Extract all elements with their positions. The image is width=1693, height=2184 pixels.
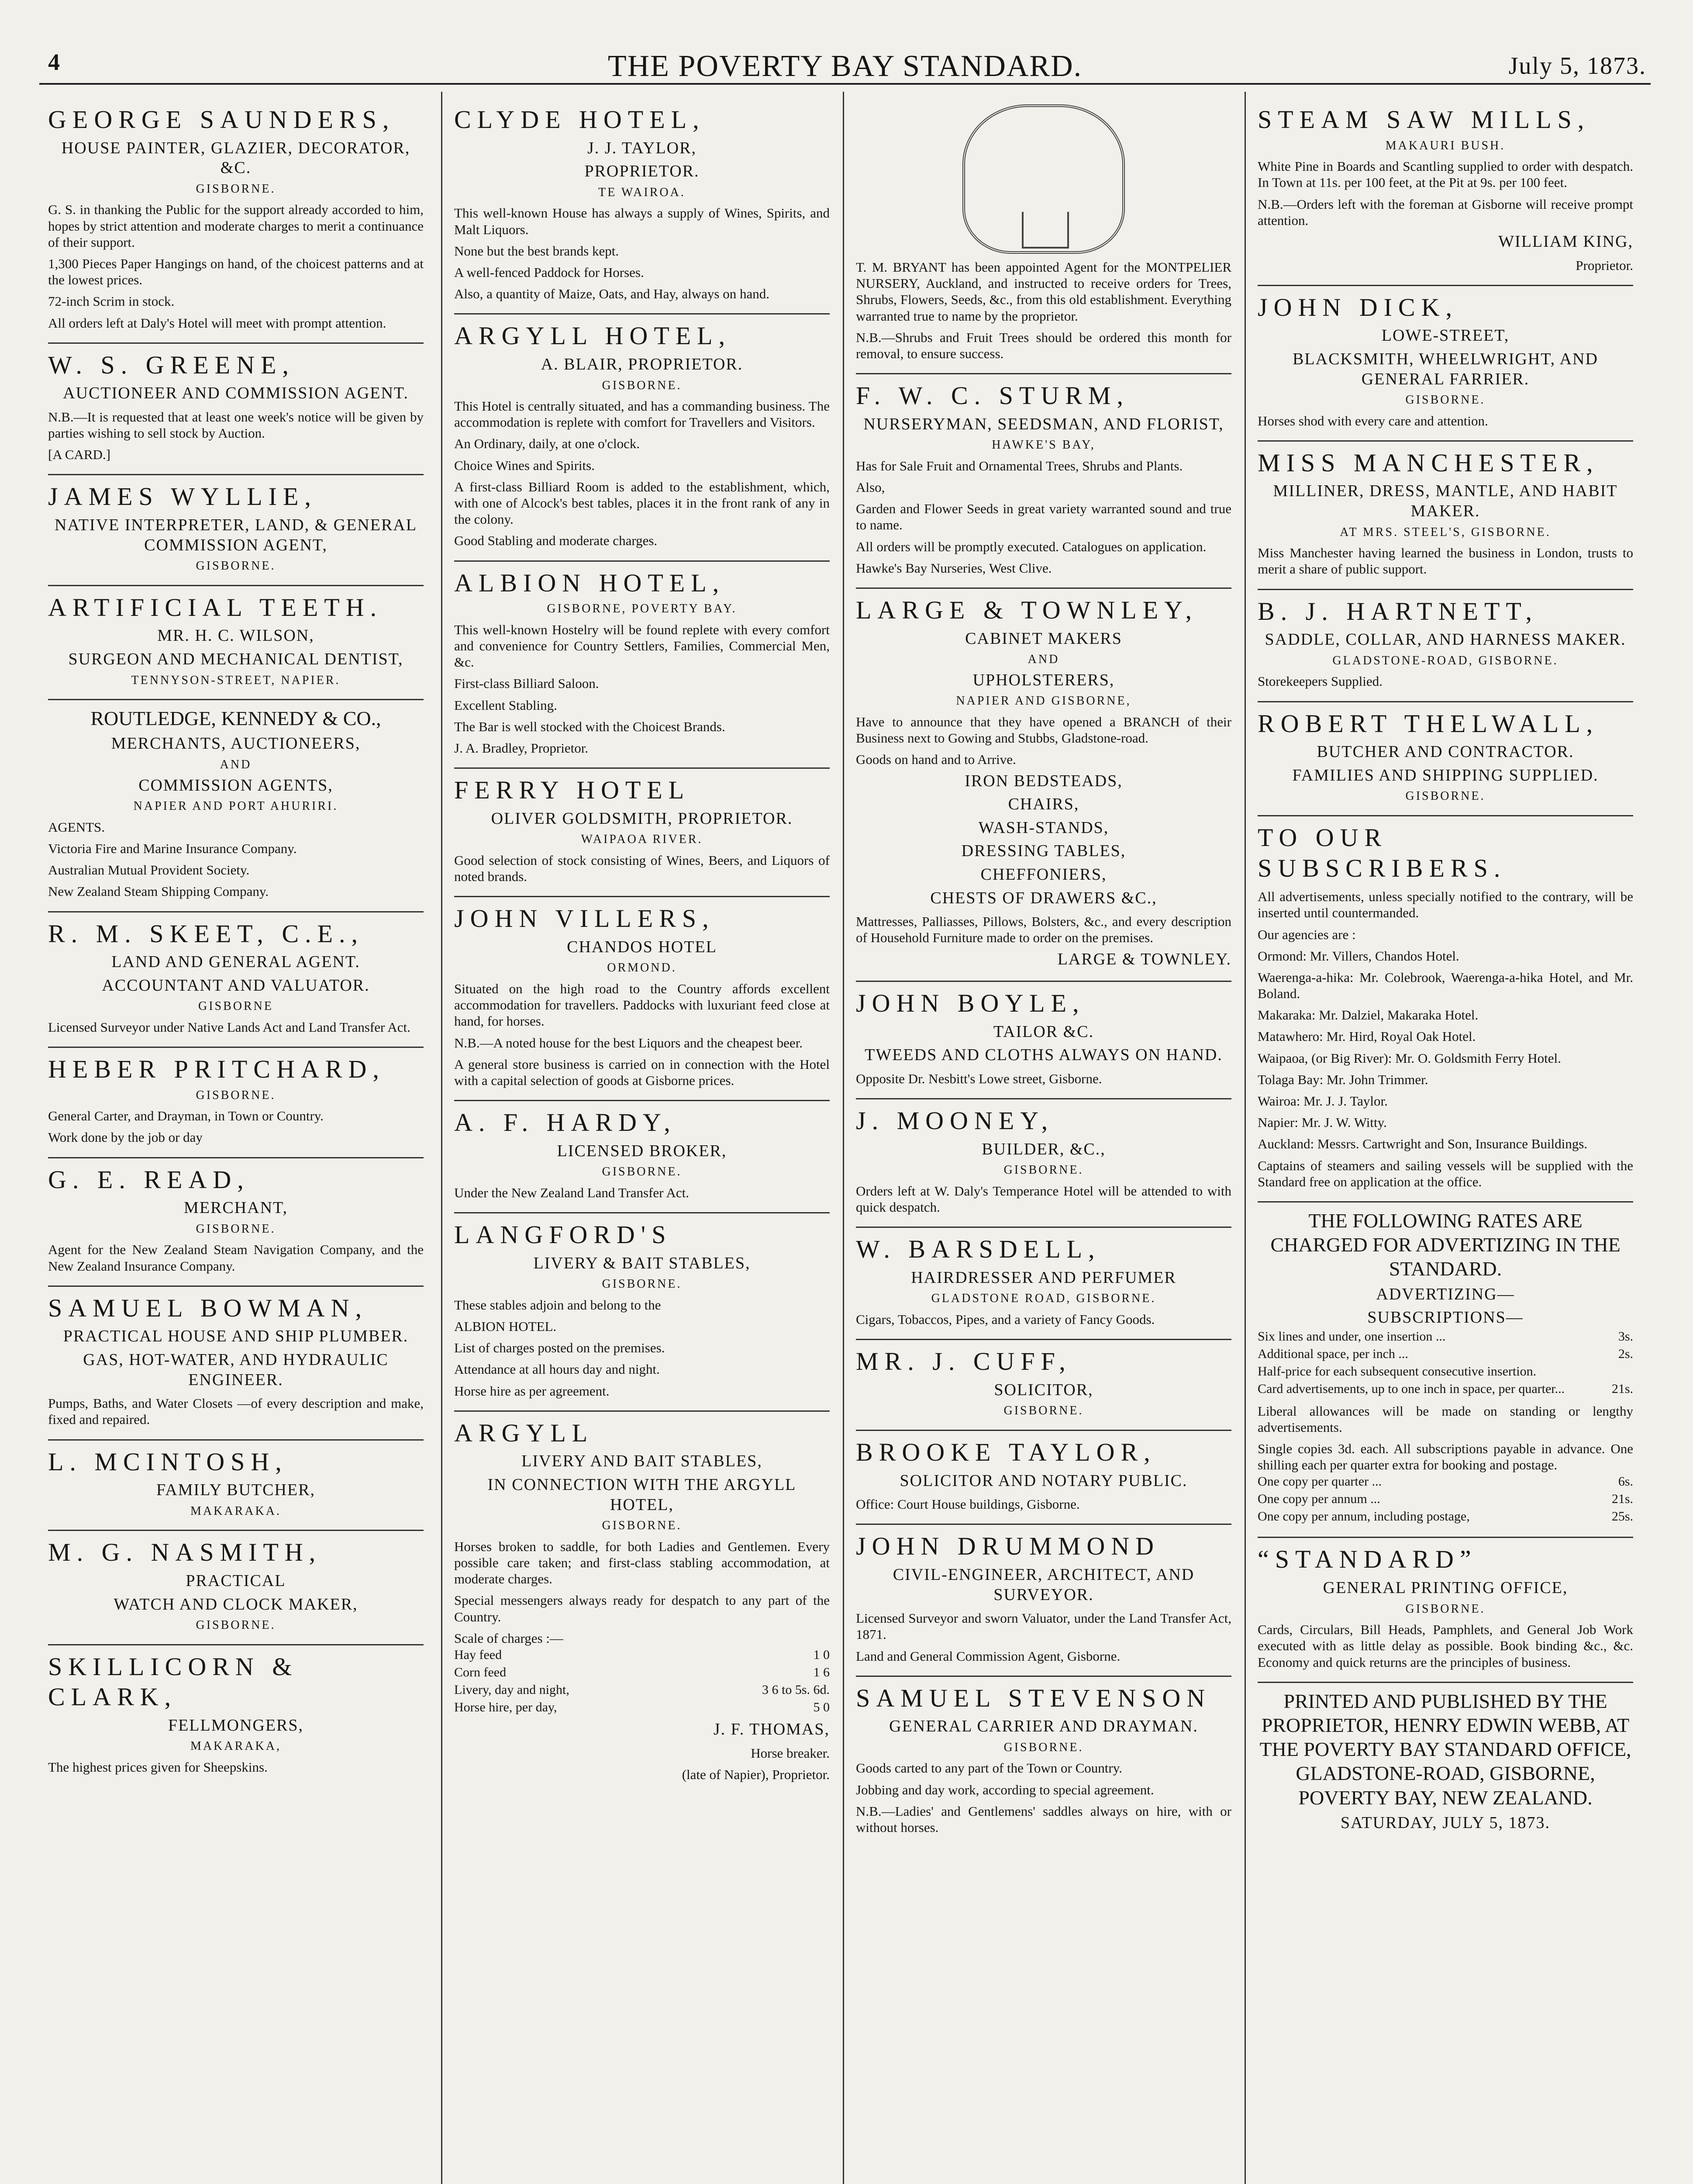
- ad-text: N.B.—It is requested that at least one week's notice will be given by parties wishing to sell stock by Auction.: [48, 409, 424, 441]
- ad-subheading: SOLICITOR,: [994, 1380, 1093, 1399]
- advertisement: [1258, 590, 1633, 702]
- ad-text: Goods carted to any part of the Town or Country.: [856, 1760, 1122, 1776]
- subscription-value: 6s.: [1618, 1474, 1633, 1489]
- ad-text: Also, a quantity of Maize, Oats, and Hay, always on hand.: [454, 286, 770, 302]
- ad-text: The Bar is well stocked with the Choicest Brands.: [454, 719, 725, 734]
- ad-text: A general store business is carried on in connection with the Hotel with a capital selection of goods at Gisborne prices.: [454, 1056, 830, 1088]
- ad-text: Goods on hand and to Arrive.: [856, 752, 1016, 767]
- ad-text: Cards, Circulars, Bill Heads, Pamphlets, and General Job Work executed with as little delay as possible. Book binding &c., &c. Economy and quick returns are the principles of business.: [1258, 1622, 1633, 1670]
- ad-subheading: ACCOUNTANT AND VALUATOR.: [102, 976, 370, 995]
- ad-text: None but the best brands kept.: [454, 243, 619, 259]
- ad-text: Makaraka: Mr. Dalziel, Makaraka Hotel.: [1258, 1007, 1479, 1023]
- ad-subheading: MILLINER, DRESS, MANTLE, AND HABIT MAKER.: [1273, 482, 1618, 521]
- ad-list-item: DRESSING TABLES,: [961, 842, 1126, 860]
- ad-conjunction: AND: [220, 757, 252, 771]
- advertisement: [48, 475, 424, 586]
- ad-location: GLADSTONE-ROAD, GISBORNE.: [1332, 653, 1559, 667]
- subscriptions-table: [1258, 1473, 1633, 1525]
- ad-subheading: CIVIL-ENGINEER, ARCHITECT, AND SURVEYOR.: [893, 1565, 1195, 1604]
- advertisement: [48, 344, 424, 476]
- advertisement: [856, 1431, 1231, 1525]
- ad-text: New Zealand Steam Shipping Company.: [48, 884, 269, 899]
- ad-location: GISBORNE.: [1003, 1404, 1084, 1418]
- charges-title: Scale of charges :—: [454, 1630, 563, 1646]
- ad-text: List of charges posted on the premises.: [454, 1340, 665, 1356]
- ad-subheading: FELLMONGERS,: [168, 1716, 304, 1735]
- ad-text: This Hotel is centrally situated, and has a commanding business. The accommodation is replete with comfort for Travellers and Visitors.: [454, 398, 830, 430]
- ad-subheading: GENERAL PRINTING OFFICE,: [1323, 1579, 1568, 1597]
- ad-text: Miss Manchester having learned the business in London, trusts to merit a share of public support.: [1258, 545, 1633, 577]
- ad-heading: ROBERT THELWALL,: [1258, 709, 1599, 738]
- advertisement: [454, 1213, 830, 1412]
- charges-table: [454, 1646, 830, 1716]
- ad-text: Napier: Mr. J. W. Witty.: [1258, 1115, 1387, 1130]
- ad-text: G. S. in thanking the Public for the support already accorded to him, hopes by strict attention and moderate charges to merit a continuance of their support.: [48, 202, 424, 250]
- ad-location: GISBORNE.: [1003, 1163, 1084, 1177]
- ad-heading: BROOKE TAYLOR,: [856, 1438, 1156, 1466]
- ad-text: N.B.—Ladies' and Gentlemens' saddles always on hire, with or without horses.: [856, 1803, 1231, 1835]
- ad-text: The highest prices given for Sheepskins.: [48, 1759, 268, 1775]
- ad-subheading: MERCHANT,: [184, 1199, 288, 1217]
- ad-text: Tolaga Bay: Mr. John Trimmer.: [1258, 1071, 1428, 1087]
- ad-subheading: LICENSED BROKER,: [557, 1141, 727, 1160]
- ad-subheading: BLACKSMITH, WHEELWRIGHT, AND GENERAL FARRIER.: [1293, 349, 1598, 388]
- ad-heading: G. E. READ,: [48, 1165, 250, 1194]
- ad-heading: TO OUR SUBSCRIBERS.: [1258, 823, 1507, 882]
- advertisement: [454, 1412, 830, 1794]
- ad-text: Choice Wines and Spirits.: [454, 457, 595, 473]
- ad-text: N.B.—A noted house for the best Liquors and the cheapest beer.: [454, 1035, 803, 1051]
- ad-heading: J. MOONEY,: [856, 1106, 1054, 1135]
- ad-text: White Pine in Boards and Scantling supplied to order with despatch. In Town at 11s. per 100 feet, at the Pit at 9s. per 100 feet.: [1258, 159, 1633, 190]
- ad-location: HAWKE'S BAY,: [992, 438, 1096, 452]
- ad-text: Situated on the high road to the Country affords excellent accommodation for travellers. Paddocks with luxuriant feed close at hand, for horses.: [454, 981, 830, 1029]
- ad-location: GLADSTONE ROAD, GISBORNE.: [931, 1292, 1156, 1306]
- ad-location: GISBORNE.: [196, 1618, 276, 1632]
- ad-list-item: CHAIRS,: [1008, 795, 1079, 814]
- charge-value: 1 6: [813, 1665, 830, 1679]
- ad-text: Agent for the New Zealand Steam Navigation Company, and the New Zealand Insurance Company.: [48, 1242, 424, 1274]
- ad-heading: ARTIFICIAL TEETH.: [48, 593, 383, 622]
- column-rule: [441, 92, 442, 2184]
- advertisement: [48, 98, 424, 344]
- ad-heading: FERRY HOTEL: [454, 776, 690, 805]
- advertisement: [48, 1531, 424, 1645]
- ad-location: GISBORNE.: [1405, 1602, 1486, 1616]
- ad-text: Special messengers always ready for despatch to any part of the Country.: [454, 1593, 830, 1624]
- advertisement: [856, 1525, 1231, 1676]
- ad-subheading: OLIVER GOLDSMITH, PROPRIETOR.: [491, 809, 793, 828]
- ad-text: Horse hire as per agreement.: [454, 1383, 610, 1399]
- ad-subheading: LIVERY & BAIT STABLES,: [533, 1254, 751, 1272]
- ad-heading: THE FOLLOWING RATES ARE CHARGED FOR ADVERTIZING IN THE STANDARD.: [1270, 1209, 1621, 1280]
- ad-heading: W. S. GREENE,: [48, 350, 295, 379]
- ad-heading: F. W. C. STURM,: [856, 381, 1129, 410]
- ad-location: WAIPAOA RIVER.: [581, 833, 703, 847]
- ad-text: 1,300 Pieces Paper Hangings on hand, of the choicest patterns and at the lowest prices.: [48, 256, 424, 288]
- charges-row: [454, 1664, 830, 1681]
- charge-value: 5 0: [813, 1700, 830, 1714]
- charge-value: 3 6 to 5s. 6d.: [762, 1682, 830, 1697]
- ad-text: Licensed Surveyor under Native Lands Act and Land Transfer Act.: [48, 1019, 410, 1035]
- ad-text: T. M. BRYANT has been appointed Agent for the MONTPELIER NURSERY, Auckland, and instructed to receive orders for Trees, Shrubs, Flowers, Seeds, &c., from this old establishment. Everything warranted true to name by the proprietor.: [856, 259, 1231, 324]
- ad-subheading: BUTCHER AND CONTRACTOR.: [1317, 743, 1574, 761]
- ad-heading: LANGFORD'S: [454, 1220, 672, 1249]
- ad-subheading: GAS, HOT-WATER, AND HYDRAULIC ENGINEER.: [83, 1350, 389, 1389]
- ad-text: Mattresses, Palliasses, Pillows, Bolsters, &c., and every description of Household Furniture made to order on the premises.: [856, 914, 1231, 946]
- advertisement: [1258, 702, 1633, 816]
- subscription-label: One copy per quarter ...: [1258, 1474, 1382, 1489]
- ad-heading: GEORGE SAUNDERS,: [48, 105, 395, 134]
- advertisement: [1258, 1538, 1633, 1683]
- ad-text: Single copies 3d. each. All subscriptions payable in advance. One shilling each per quarter extra for booking and postage.: [1258, 1441, 1633, 1473]
- ad-subheading: UPHOLSTERERS,: [972, 670, 1115, 689]
- ad-subheading: LOWE-STREET,: [1381, 326, 1510, 345]
- advertisement: [856, 1340, 1231, 1431]
- ad-subheading: SUBSCRIPTIONS—: [1367, 1308, 1524, 1327]
- advertisement: [48, 1048, 424, 1158]
- ad-heading: M. G. NASMITH,: [48, 1538, 322, 1567]
- ad-location: GISBORNE, POVERTY BAY.: [547, 602, 737, 616]
- ad-text: Auckland: Messrs. Cartwright and Son, Insurance Buildings.: [1258, 1136, 1588, 1152]
- rates-table: [1258, 1328, 1633, 1398]
- ad-location: TENNYSON-STREET, NAPIER.: [131, 673, 341, 687]
- subscriptions-row: [1258, 1473, 1633, 1490]
- ad-subheading: AUCTIONEER AND COMMISSION AGENT.: [63, 384, 409, 403]
- ad-heading: PRINTED AND PUBLISHED BY THE PROPRIETOR, HENRY EDWIN WEBB, AT THE POVERTY BAY STANDARD OFFICE, GLADSTONE-ROAD, GISBORNE, POVERTY BAY, NEW ZEALAND.: [1259, 1690, 1631, 1809]
- ad-text: Attendance at all hours day and night.: [454, 1362, 660, 1377]
- ad-text: Good Stabling and moderate charges.: [454, 533, 658, 549]
- advertisement: [856, 1677, 1231, 1847]
- newspaper-title: THE POVERTY BAY STANDARD.: [607, 49, 1083, 83]
- ad-heading: JOHN DRUMMOND: [856, 1532, 1160, 1561]
- ad-heading: B. J. HARTNETT,: [1258, 597, 1538, 625]
- advertisement: [1258, 286, 1633, 442]
- advertisement: [48, 586, 424, 700]
- ad-text: Work done by the job or day: [48, 1130, 203, 1145]
- ad-subheading: FAMILY BUTCHER,: [156, 1481, 315, 1500]
- advertisement: [856, 1228, 1231, 1340]
- advertisement: [454, 1101, 830, 1213]
- subscription-value: 21s.: [1611, 1492, 1633, 1507]
- ad-text: Under the New Zealand Land Transfer Act.: [454, 1185, 690, 1200]
- ad-heading: STEAM SAW MILLS,: [1258, 105, 1590, 134]
- subscription-label: One copy per annum ...: [1258, 1492, 1380, 1507]
- ad-text: Land and General Commission Agent, Gisborne.: [856, 1648, 1121, 1664]
- advertisement: [454, 769, 830, 897]
- ad-text: ALBION HOTEL.: [454, 1319, 557, 1334]
- ad-text: An Ordinary, daily, at one o'clock.: [454, 436, 640, 452]
- charge-value: 1 0: [813, 1647, 830, 1662]
- advertisement: [48, 1287, 424, 1441]
- ad-location: TE WAIROA.: [598, 185, 686, 199]
- advertisement: [48, 1645, 424, 1787]
- ad-text: Also,: [856, 480, 885, 495]
- ad-list-item: IRON BEDSTEADS,: [965, 771, 1123, 790]
- ad-text: 72-inch Scrim in stock.: [48, 294, 175, 309]
- ad-subheading: LAND AND GENERAL AGENT.: [111, 953, 360, 971]
- rates-row: [1258, 1345, 1633, 1363]
- ad-heading: JOHN BOYLE,: [856, 989, 1085, 1018]
- ad-heading: SAMUEL BOWMAN,: [48, 1293, 368, 1322]
- ad-text: Matawhero: Mr. Hird, Royal Oak Hotel.: [1258, 1029, 1476, 1044]
- rates-row: [1258, 1363, 1633, 1380]
- ad-text: A first-class Billiard Room is added to the establishment, which, with one of Alcock's best tables, places it in the front rank of any in the colony.: [454, 479, 830, 527]
- column-4: [1258, 98, 1633, 2184]
- ad-text: N.B.—Shrubs and Fruit Trees should be ordered this month for removal, to ensure success.: [856, 329, 1231, 361]
- ad-subheading: GENERAL CARRIER AND DRAYMAN.: [889, 1717, 1198, 1736]
- advertisement: [48, 912, 424, 1048]
- urn-ornament-icon: [962, 104, 1125, 254]
- ad-location: GISBORNE.: [1405, 393, 1486, 407]
- ad-signature-title: Horse breaker.: [751, 1745, 830, 1761]
- ad-location: ORMOND.: [607, 961, 677, 975]
- column-rule: [843, 92, 844, 2184]
- ad-text: Licensed Surveyor and sworn Valuator, under the Land Transfer Act, 1871.: [856, 1610, 1231, 1642]
- charge-label: Livery, day and night,: [454, 1682, 569, 1697]
- charges-row: [454, 1699, 830, 1716]
- ad-heading: ALBION HOTEL,: [454, 568, 725, 597]
- ad-subheading: NURSERYMAN, SEEDSMAN, AND FLORIST,: [863, 415, 1224, 433]
- rate-value: 21s.: [1611, 1381, 1633, 1396]
- ad-text: This well-known Hostelry will be found replete with every comfort and convenience for Country Settlers, Families, Commercial Men, &c.: [454, 622, 830, 670]
- ad-text: Horses broken to saddle, for both Ladies and Gentlemen. Every possible care taken; and first-class stabling accommodation, at moderate charges.: [454, 1538, 830, 1587]
- ad-text: Ormond: Mr. Villers, Chandos Hotel.: [1258, 948, 1459, 964]
- ad-text: Pumps, Baths, and Water Closets —of every description and make, fixed and repaired.: [48, 1396, 424, 1427]
- ad-location: AT MRS. STEEL'S, GISBORNE.: [1340, 525, 1551, 539]
- advertisement: [454, 897, 830, 1101]
- ad-heading: JOHN DICK,: [1258, 293, 1458, 321]
- ad-heading: SAMUEL STEVENSON: [856, 1683, 1211, 1712]
- ad-text: Australian Mutual Provident Society.: [48, 862, 250, 878]
- ad-text: Office: Court House buildings, Gisborne.: [856, 1496, 1080, 1512]
- advertisement: [1258, 816, 1633, 1203]
- ad-location: GISBORNE.: [196, 182, 276, 196]
- rate-label: Card advertisements, up to one inch in space, per quarter...: [1258, 1381, 1565, 1396]
- ad-heading: MISS MANCHESTER,: [1258, 448, 1599, 477]
- advertisement: [454, 98, 830, 314]
- subscription-value: 25s.: [1611, 1509, 1633, 1524]
- advertisement: [1258, 98, 1633, 286]
- ad-text: Have to announce that they have opened a BRANCH of their Business next to Gowing and Stubbs, Gladstone-road.: [856, 714, 1231, 746]
- ad-list-item: CHEFFONIERS,: [980, 865, 1107, 884]
- charges-row: [454, 1646, 830, 1664]
- ad-text: J. A. Bradley, Proprietor.: [454, 740, 589, 756]
- ad-list-item: CHESTS OF DRAWERS &C.,: [930, 888, 1157, 907]
- ad-heading: ARGYLL HOTEL,: [454, 321, 731, 350]
- charges-row: [454, 1681, 830, 1699]
- ad-text: Garden and Flower Seeds in great variety warranted sound and true to name.: [856, 501, 1231, 533]
- ad-location: NAPIER AND GISBORNE,: [956, 694, 1131, 708]
- ad-heading: JAMES WYLLIE,: [48, 482, 317, 511]
- ad-location: GISBORNE.: [196, 1088, 276, 1102]
- ad-text: Good selection of stock consisting of Wines, Beers, and Liquors of noted brands.: [454, 852, 830, 885]
- subscriptions-row: [1258, 1508, 1633, 1525]
- ad-text: All orders left at Daly's Hotel will meet with prompt attention.: [48, 315, 386, 331]
- advertisement: [856, 374, 1231, 589]
- ad-text: All orders will be promptly executed. Catalogues on application.: [856, 539, 1207, 554]
- masthead: [39, 48, 1651, 85]
- ad-heading: R. M. SKEET, C.E.,: [48, 919, 364, 948]
- ad-conjunction: AND: [1028, 653, 1060, 667]
- ad-text: [A CARD.]: [48, 447, 110, 463]
- page-number: 4: [48, 49, 60, 75]
- ad-heading: LARGE & TOWNLEY,: [856, 596, 1198, 625]
- ad-text: N.B.—Orders left with the foreman at Gisborne will receive prompt attention.: [1258, 196, 1633, 228]
- ad-subheading: SATURDAY, JULY 5, 1873.: [1341, 1813, 1550, 1832]
- ad-text: Storekeepers Supplied.: [1258, 674, 1383, 689]
- ad-subheading: IN CONNECTION WITH THE ARGYLL HOTEL,: [487, 1476, 797, 1514]
- column-rule: [1245, 92, 1246, 2184]
- ad-subheading: BUILDER, &C.,: [982, 1140, 1106, 1158]
- advertisement: [48, 1158, 424, 1287]
- ad-location: GISBORNE.: [1003, 1740, 1084, 1754]
- ad-subheading: MERCHANTS, AUCTIONEERS,: [111, 734, 361, 753]
- ad-subheading: A. BLAIR, PROPRIETOR.: [541, 355, 743, 373]
- advertisement: [1258, 442, 1633, 590]
- ad-location: GISBORNE.: [1405, 789, 1486, 803]
- ad-subheading: FAMILIES AND SHIPPING SUPPLIED.: [1292, 766, 1599, 784]
- ad-subheading: SURGEON AND MECHANICAL DENTIST,: [68, 650, 403, 668]
- ad-text: Wairoa: Mr. J. J. Taylor.: [1258, 1093, 1388, 1109]
- ad-location: GISBORNE.: [602, 1165, 682, 1179]
- column-1: [48, 98, 424, 2184]
- ad-location: GISBORNE.: [196, 559, 276, 573]
- advertisement: [1258, 1683, 1633, 1845]
- ad-heading: HEBER PRITCHARD,: [48, 1055, 385, 1084]
- ad-subheading: PRACTICAL: [186, 1571, 286, 1590]
- ad-text: Opposite Dr. Nesbitt's Lowe street, Gisborne.: [856, 1071, 1102, 1086]
- ad-text: Has for Sale Fruit and Ornamental Trees, Shrubs and Plants.: [856, 458, 1183, 473]
- ad-heading: MR. J. CUFF,: [856, 1347, 1072, 1376]
- ad-text: This well-known House has always a supply of Wines, Spirits, and Malt Liquors.: [454, 205, 830, 237]
- ad-text: Hawke's Bay Nurseries, West Clive.: [856, 560, 1052, 576]
- ad-text: These stables adjoin and belong to the: [454, 1297, 661, 1313]
- advertisement: [856, 589, 1231, 982]
- charge-label: Hay feed: [454, 1647, 502, 1662]
- ad-text: Victoria Fire and Marine Insurance Company.: [48, 840, 297, 856]
- ad-list-item: WASH-STANDS,: [978, 818, 1109, 837]
- ad-subheading: PRACTICAL HOUSE AND SHIP PLUMBER.: [63, 1327, 409, 1346]
- advertisement: [454, 562, 830, 769]
- ad-location: MAKAURI BUSH.: [1385, 138, 1506, 152]
- ad-text: First-class Billiard Saloon.: [454, 676, 599, 691]
- ad-subheading: HAIRDRESSER AND PERFUMER: [911, 1268, 1176, 1287]
- ad-heading: “STANDARD”: [1258, 1545, 1477, 1574]
- ad-signature-title: (late of Napier), Proprietor.: [682, 1766, 830, 1782]
- ad-subheading: J. J. TAYLOR,: [587, 138, 697, 157]
- ad-text: Captains of steamers and sailing vessels will be supplied with the Standard free on application at the office.: [1258, 1158, 1633, 1189]
- ad-heading: A. F. HARDY,: [454, 1108, 676, 1137]
- subscriptions-row: [1258, 1490, 1633, 1508]
- advertisement: [856, 1099, 1231, 1228]
- ad-subheading: TWEEDS AND CLOTHS ALWAYS ON HAND.: [865, 1046, 1223, 1064]
- ad-subheading: LIVERY AND BAIT STABLES,: [521, 1452, 762, 1471]
- column-2: [454, 98, 830, 2184]
- ad-heading: W. BARSDELL,: [856, 1235, 1101, 1264]
- rate-label: Additional space, per inch ...: [1258, 1346, 1408, 1361]
- advertisement: [856, 982, 1231, 1099]
- charge-label: Horse hire, per day,: [454, 1700, 557, 1714]
- ad-location: GISBORNE.: [602, 1277, 682, 1291]
- advertisement: [48, 700, 424, 912]
- ad-text: Orders left at W. Daly's Temperance Hotel will be attended to with quick despatch.: [856, 1183, 1231, 1215]
- ad-location: MAKARAKA,: [190, 1739, 281, 1753]
- rate-label: Half-price for each subsequent consecutive insertion.: [1258, 1364, 1537, 1379]
- ad-heading: JOHN VILLERS,: [454, 904, 715, 933]
- issue-date: July 5, 1873.: [1508, 52, 1646, 79]
- subscription-label: One copy per annum, including postage,: [1258, 1509, 1470, 1524]
- rates-row: [1258, 1328, 1633, 1345]
- ad-subheading: PROPRIETOR.: [584, 162, 700, 181]
- ad-text: Our agencies are :: [1258, 926, 1356, 942]
- ad-subheading: HOUSE PAINTER, GLAZIER, DECORATOR, &C.: [61, 138, 410, 177]
- rates-row: [1258, 1380, 1633, 1398]
- advertisement: [454, 314, 830, 561]
- ad-location: GISBORNE.: [196, 1222, 276, 1236]
- ad-location: NAPIER AND PORT AHURIRI.: [133, 799, 338, 813]
- ad-signature: J. F. THOMAS,: [713, 1720, 830, 1738]
- ad-text: Jobbing and day work, according to special agreement.: [856, 1782, 1154, 1797]
- ad-text: Liberal allowances will be made on standing or lengthy advertisements.: [1258, 1403, 1633, 1435]
- ad-heading: CLYDE HOTEL,: [454, 105, 705, 134]
- ad-text: A well-fenced Paddock for Horses.: [454, 264, 644, 280]
- advertisement: [1258, 1203, 1633, 1538]
- ad-text: Waerenga-a-hika: Mr. Colebrook, Waerenga-a-hika Hotel, and Mr. Boland.: [1258, 969, 1633, 1002]
- ad-text: AGENTS.: [48, 819, 105, 835]
- ad-location: GISBORNE.: [602, 1519, 682, 1533]
- ad-signature-title: Proprietor.: [1576, 257, 1633, 273]
- ad-heading: ROUTLEDGE, KENNEDY & CO.,: [90, 707, 381, 730]
- rate-value: [1609, 1363, 1633, 1380]
- column-3: [856, 98, 1231, 2184]
- ad-location: MAKARAKA.: [190, 1504, 281, 1518]
- ad-subheading: SOLICITOR AND NOTARY PUBLIC.: [900, 1471, 1188, 1490]
- charge-label: Corn feed: [454, 1665, 507, 1679]
- ad-heading: L. MCINTOSH,: [48, 1447, 288, 1476]
- ad-text: Horses shod with every care and attention.: [1258, 413, 1488, 429]
- ad-heading: SKILLICORN & CLARK,: [48, 1652, 298, 1711]
- ad-subheading: COMMISSION AGENTS,: [138, 776, 333, 795]
- ad-signature: LARGE & TOWNLEY.: [1057, 950, 1231, 968]
- ad-subheading: MR. H. C. WILSON,: [157, 626, 314, 645]
- ad-location: GISBORNE.: [602, 378, 682, 392]
- rate-value: 2s.: [1618, 1346, 1633, 1361]
- ad-text: General Carter, and Drayman, in Town or Country.: [48, 1108, 324, 1124]
- ad-subheading: TAILOR &C.: [993, 1022, 1094, 1041]
- ad-subheading: CHANDOS HOTEL: [567, 937, 717, 956]
- ad-heading: ARGYLL: [454, 1418, 594, 1447]
- rate-label: Six lines and under, one insertion ...: [1258, 1329, 1446, 1344]
- ad-subheading: WATCH AND CLOCK MAKER,: [114, 1595, 358, 1614]
- ad-text: Excellent Stabling.: [454, 697, 557, 713]
- ad-subheading: SADDLE, COLLAR, AND HARNESS MAKER.: [1265, 630, 1626, 649]
- ad-location: GISBORNE: [198, 999, 273, 1013]
- advertisement: [856, 98, 1231, 374]
- ad-subheading: NATIVE INTERPRETER, LAND, & GENERAL COMMISSION AGENT,: [55, 516, 417, 554]
- ad-text: All advertisements, unless specially notified to the contrary, will be inserted until countermanded.: [1258, 889, 1633, 921]
- ad-signature: WILLIAM KING,: [1498, 232, 1633, 251]
- ad-text: Waipaoa, (or Big River): Mr. O. Goldsmith Ferry Hotel.: [1258, 1050, 1561, 1066]
- advertisement: [48, 1441, 424, 1531]
- ad-subheading: CABINET MAKERS: [965, 629, 1122, 648]
- rate-value: 3s.: [1618, 1329, 1633, 1344]
- ad-text: Cigars, Tobaccos, Pipes, and a variety of Fancy Goods.: [856, 1312, 1155, 1327]
- ad-subheading: ADVERTIZING—: [1376, 1285, 1515, 1303]
